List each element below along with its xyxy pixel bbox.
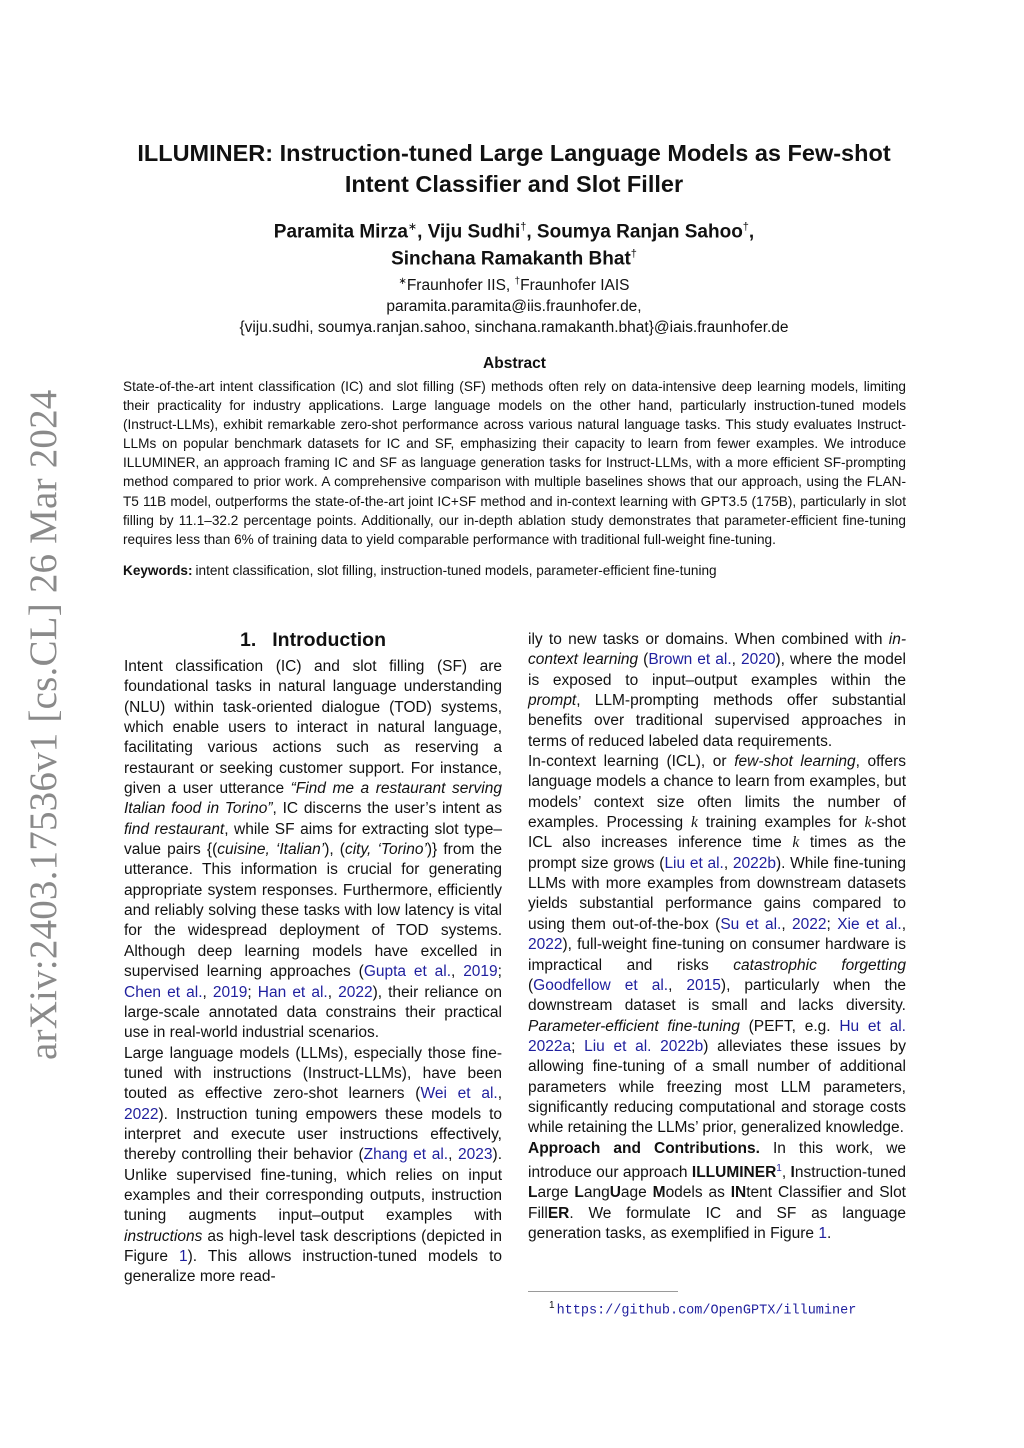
citation-link[interactable]: Su et al.: [720, 915, 782, 933]
figure-link[interactable]: 1: [179, 1247, 188, 1265]
affiliation-mark: ∗: [407, 221, 418, 233]
affiliation: Fraunhofer IIS,: [406, 276, 511, 294]
citation-link[interactable]: Gupta et al.: [363, 963, 452, 981]
affiliation: Fraunhofer IAIS: [520, 276, 630, 294]
math-variable: k: [864, 814, 872, 832]
affiliations: [120, 271, 908, 296]
email: {viju.sudhi, soumya.ranjan.sahoo, sinchana.ramakanth.bhat}@iais.fraunhofer.de: [239, 318, 789, 336]
citation-link[interactable]: 2022: [124, 1105, 159, 1123]
affiliation-mark: †: [514, 275, 521, 287]
abstract-section: [123, 354, 906, 580]
figure-link[interactable]: 1: [818, 1225, 827, 1243]
paragraph: ily to new tasks or domains. When combined with in-context learning (Brown et al., 2020), where the model is exposed to input–output examples within the prompt, LLM-prompting methods offer substantial benefits over traditional supervised approaches in terms of reduced labeled data requirements.: [528, 631, 906, 750]
citation-link[interactable]: Xie et al.: [837, 915, 902, 933]
right-column: [528, 630, 906, 1244]
affiliation-mark: †: [630, 248, 637, 261]
citation-link[interactable]: 2015: [686, 976, 721, 994]
citation-link[interactable]: Wei et al.: [420, 1085, 498, 1103]
footnote: [549, 1297, 856, 1321]
email: paramita.paramita@iis.fraunhofer.de,: [386, 297, 642, 315]
footnote-divider: [528, 1291, 678, 1292]
author-name: Soumya Ranjan Sahoo: [536, 221, 743, 243]
citation-link[interactable]: 2019: [463, 963, 498, 981]
citation-link[interactable]: 2023: [458, 1146, 493, 1164]
section-heading: [124, 626, 502, 654]
author-list: Paramita Mirza∗, Viju Sudhi†, Soumya Ranjan Sahoo†, Sinchana Ramakanth Bhat†: [273, 221, 755, 270]
footnote-mark[interactable]: 1: [776, 1162, 782, 1174]
author-name: Viju Sudhi: [427, 221, 521, 243]
author-name: Sinchana Ramakanth Bhat: [391, 248, 631, 270]
citation-link[interactable]: Zhang et al.: [363, 1146, 449, 1164]
keywords-text: intent classification, slot filling, instruction-tuned models, parameter-efficient fine-tuning: [195, 562, 717, 578]
footnote-number: 1: [549, 1300, 555, 1311]
abstract-heading: Abstract: [483, 355, 546, 372]
paragraph: Approach and Contributions. In this work, we introduce our approach ILLUMINER$^1$, Instruction-tuned Large LangUage Models as INtent Classifier and Slot FillER. We formulate IC and SF as language generation tasks, as exemplified in Figure 1.: [528, 1139, 907, 1243]
math-variable: k: [691, 814, 698, 832]
citation-link[interactable]: Liu et al.: [664, 854, 724, 872]
keywords: [123, 561, 906, 580]
citation-link[interactable]: 2022: [528, 936, 563, 954]
author-name: Paramita Mirza: [273, 221, 408, 243]
citation-link[interactable]: Liu et al. 2022b: [584, 1037, 704, 1055]
citation-link[interactable]: Brown et al.: [648, 651, 732, 669]
keywords-label: Keywords:: [123, 562, 193, 578]
arxiv-identifier: arXiv:2403.17536v1 [cs.CL] 26 Mar 2024: [22, 389, 65, 1060]
citation-link[interactable]: 2022b: [732, 854, 776, 872]
citation-link[interactable]: Chen et al.: [124, 983, 203, 1001]
left-column: [124, 626, 502, 1288]
section-title: Introduction: [272, 629, 386, 651]
citation-link[interactable]: 2022: [338, 983, 373, 1001]
affiliation-mark: ∗: [398, 275, 407, 287]
citation-link[interactable]: Goodfellow et al.: [533, 976, 669, 994]
citation-link[interactable]: 2020: [740, 651, 776, 669]
citation-link[interactable]: Hu et al. 2022a: [528, 1017, 906, 1055]
section-number: 1.: [240, 629, 257, 651]
paper-title: ILLUMINER: Instruction-tuned Large Language Models as Few-shot Intent Classifier and Slot Filler: [137, 140, 891, 197]
github-url-link[interactable]: https://github.com/OpenGPTX/illuminer: [556, 1303, 857, 1319]
affiliation-mark: †: [520, 221, 527, 233]
paragraph: In-context learning (ICL), or few-shot learning, offers language models a chance to learn from examples, but models’ context size often limits the number of examples. Processing k training examples for k-shot ICL also increases inference time k times as the prompt size grows (Liu et al., 2022b). While fine-tuning LLMs with more examples from downstream datasets yields substantial performance gains compared to using them out-of-the-box (Su et al., 2022; Xie et al., 2022), full-weight fine-tuning on consumer hardware is impractical and risks catastrophic forgetting (Goodfellow et al., 2015), particularly when the downstream dataset is small and lacks diversity. Parameter-efficient fine-tuning (PEFT, e.g. Hu et al. 2022a; Liu et al. 2022b) alleviates these issues by allowing fine-tuning of a small number of additional parameters while freezing most LLM parameters, significantly reducing computational and storage costs while retaining the LLMs’ prior, generalized knowledge.: [528, 753, 906, 1137]
citation-link[interactable]: 2019: [212, 983, 248, 1001]
citation-link[interactable]: 2022: [792, 915, 827, 933]
title-block: [120, 138, 908, 338]
paragraph: Intent classification (IC) and slot filling (SF) are foundational tasks in natural language understanding (NLU) within task-oriented dialogue (TOD) systems, which enable users to interact in natural language, facilitating various actions such as reserving a restaurant or seeking customer support. For instance, given a user utterance “Find me a restaurant serving Italian food in Torino”, IC discerns the user’s intent as find restaurant, while SF aims for extracting slot type–value pairs {(cuisine, ‘Italian’), (city, ‘Torino’)} from the utterance. This information is crucial for generating appropriate system responses. Furthermore, efficiently and reliably solving these tasks with low latency is vital for the widespread deployment of TOD systems. Although deep learning models have excelled in supervised learning approaches (Gupta et al., 2019; Chen et al., 2019; Han et al., 2022), their reliance on large-scale annotated data constrains their practical use in real-world industrial scenarios.: [124, 658, 503, 1042]
abstract-text: State-of-the-art intent classification (IC) and slot filling (SF) methods often rely on data-intensive deep learning models, limiting their practicality for industry applications. Large language models on the other hand, particularly instruction-tuned models (Instruct-LLMs), exhibit remarkable zero-shot performance across various natural language tasks. This study evaluates Instruct-LLMs on popular benchmark datasets for IC and SF, emphasizing their capacity to learn from fewer examples. We introduce ILLUMINER, an approach framing IC and SF as language generation tasks for Instruct-LLMs, with a more efficient SF-prompting method compared to prior work. A comprehensive comparison with multiple baselines shows that our approach, using the FLAN-T5 11B model, outperforms the state-of-the-art joint IC+SF method and in-context learning with GPT3.5 (175B), particularly in slot filling by 11.1–32.2 percentage points. Additionally, our in-depth ablation study demonstrates that parameter-efficient fine-tuning requires less than 6% of training data to yield comparable performance with traditional full-weight fine-tuning.: [123, 379, 906, 547]
citation-link[interactable]: Han et al.: [257, 983, 328, 1001]
affiliation-mark: †: [742, 221, 749, 233]
math-variable: k: [792, 834, 800, 852]
paragraph: Large language models (LLMs), especially those fine-tuned with instructions (Instruct-LLMs), have been touted as effective zero-shot learners (Wei et al., 2022). Instruction tuning empowers these models to interpret and execute user instructions effectively, thereby controlling their behavior (Zhang et al., 2023). Unlike supervised fine-tuning, which relies on input examples and their corresponding outputs, instruction tuning augments input–output examples with instructions as high-level task descriptions (depicted in Figure 1). This allows instruction-tuned models to generalize more read-: [124, 1044, 503, 1286]
